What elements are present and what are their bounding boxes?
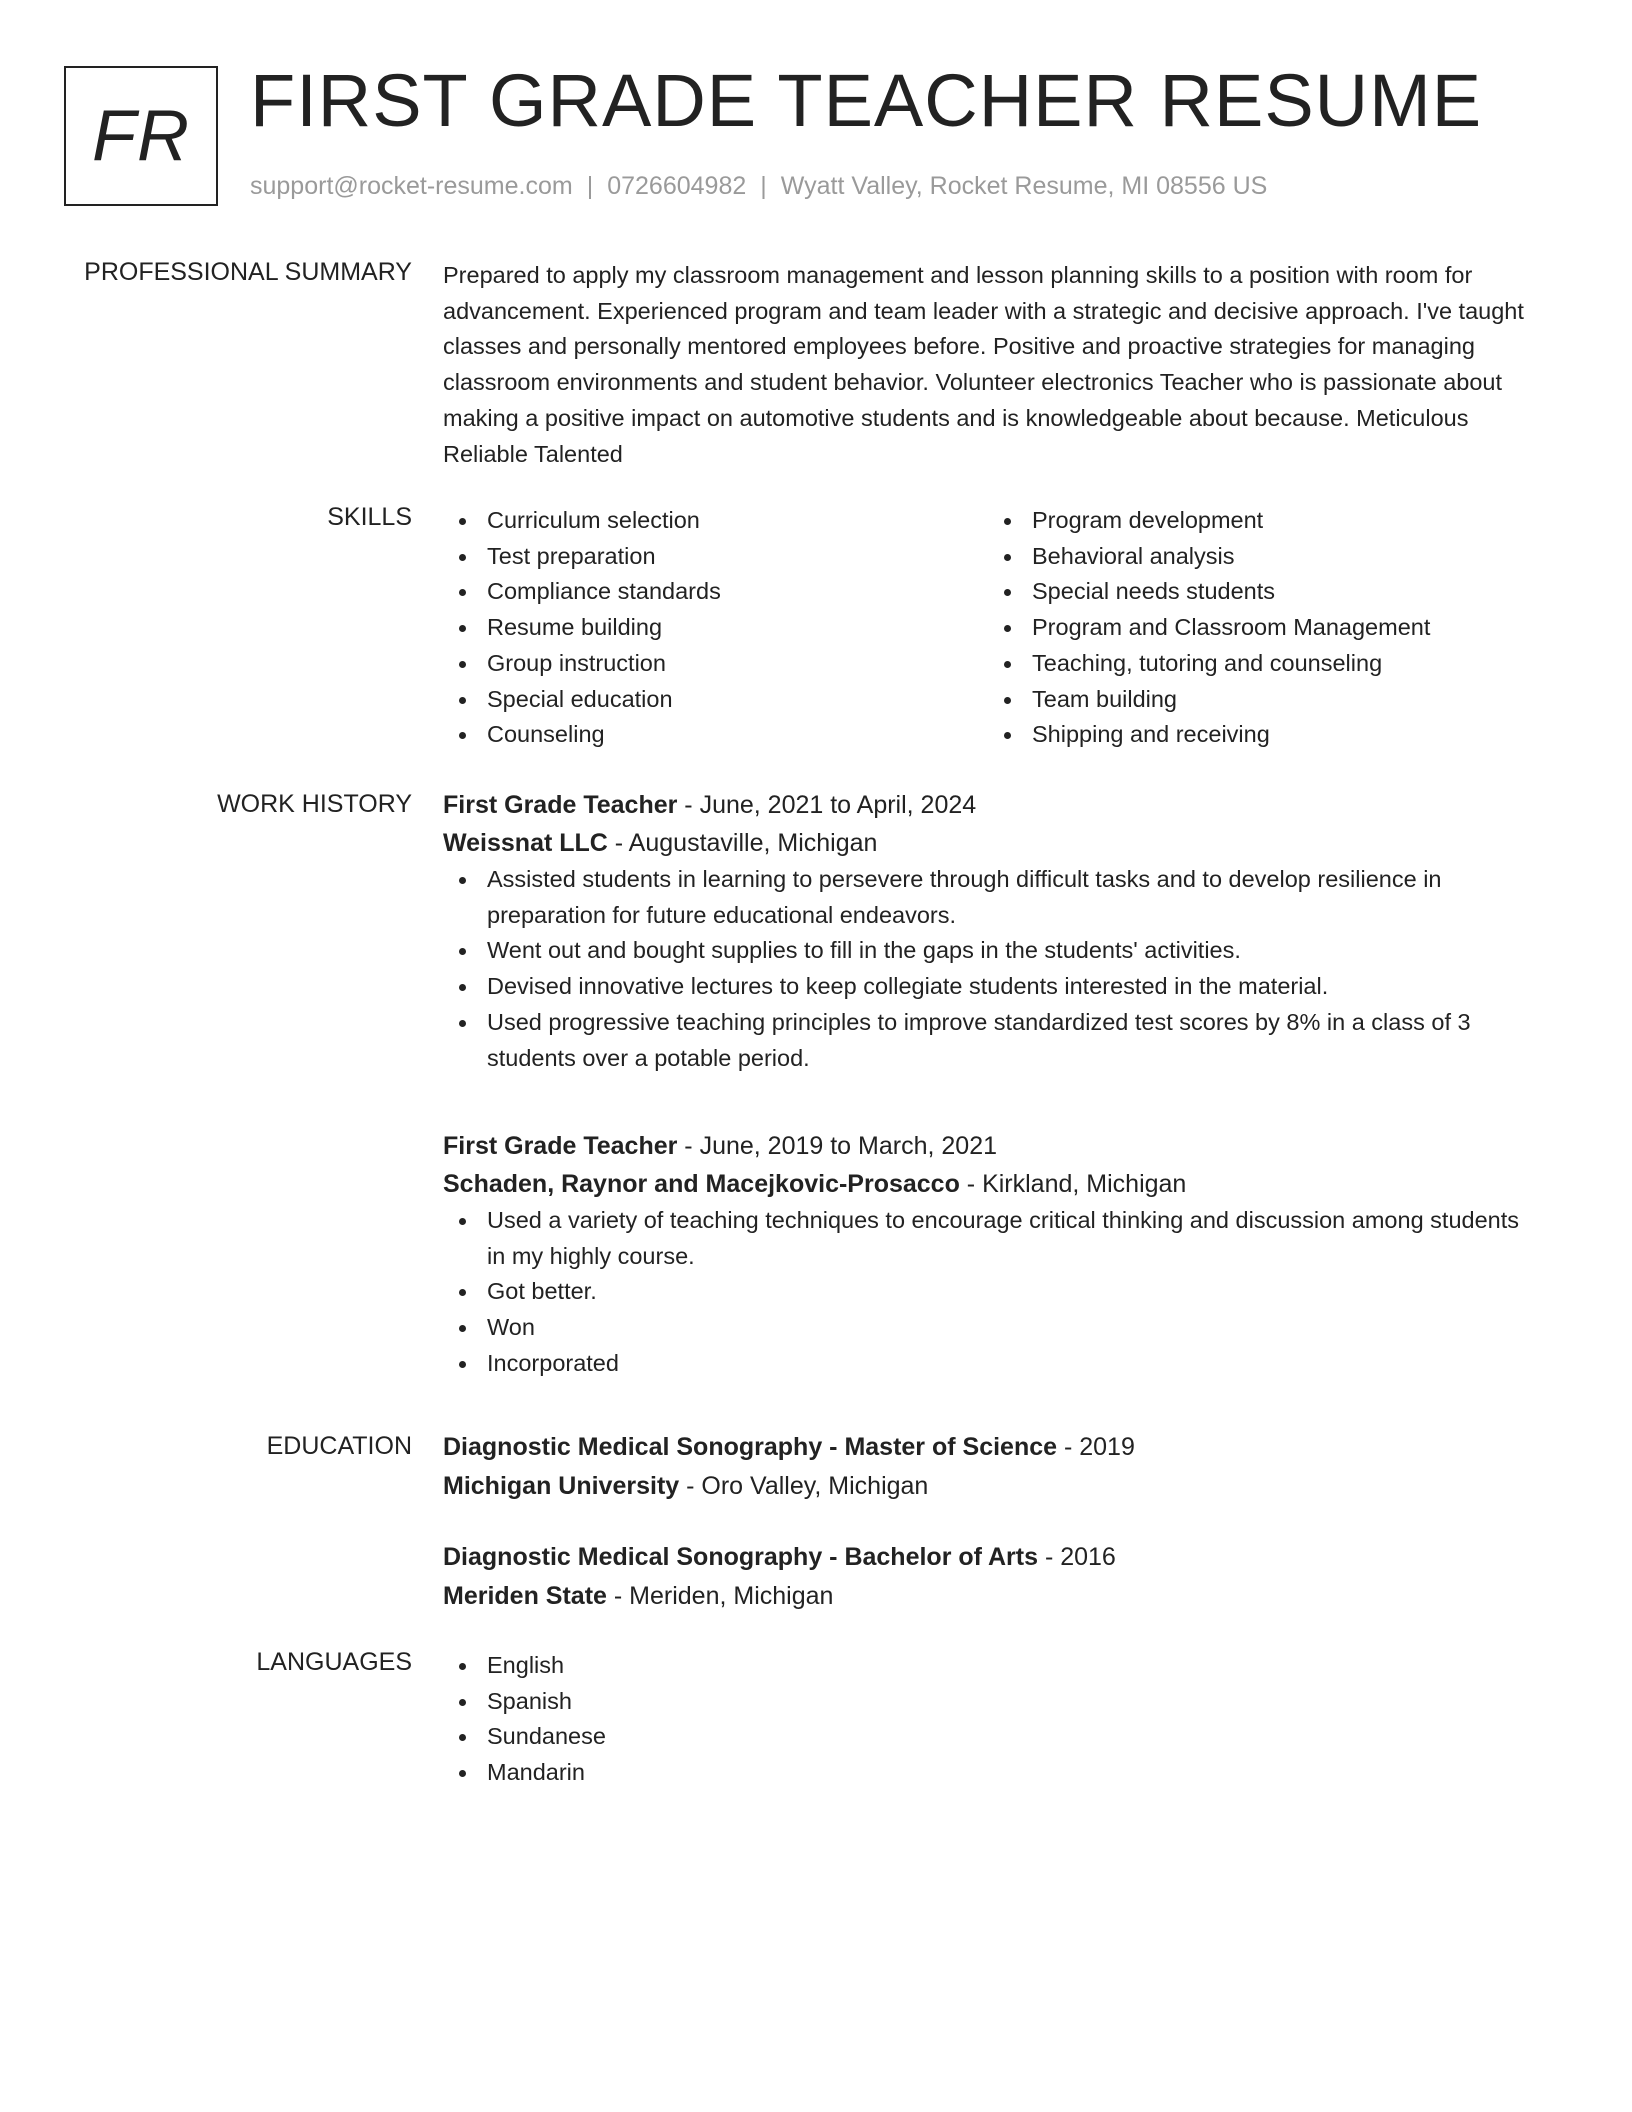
contact-phone[interactable]: 0726604982 (607, 172, 747, 200)
education-entry (443, 1538, 1533, 1616)
skill-item: Teaching, tutoring and counseling (988, 646, 1533, 682)
skill-item: Shipping and receiving (988, 717, 1533, 753)
job-bullet: Used progressive teaching principles to improve standardized test scores by 8% in a class of 3 students over a potable period. (443, 1005, 1533, 1076)
contact-address: Wyatt Valley, Rocket Resume, MI 08556 US (780, 172, 1268, 200)
skill-item: Test preparation (443, 539, 988, 575)
summary-body (443, 258, 1533, 472)
skill-item: Program and Classroom Management (988, 610, 1533, 646)
contact-separator: | (760, 172, 767, 200)
edu-degree-line (443, 1538, 1533, 1577)
job-title-line (443, 786, 1533, 824)
monogram-text: FR (92, 96, 190, 176)
skill-item: Curriculum selection (443, 503, 988, 539)
languages-list (443, 1648, 1533, 1791)
edu-school: Meriden State (443, 1582, 607, 1610)
section-label-work: WORK HISTORY (217, 790, 412, 818)
contact-line (250, 172, 1267, 201)
skills-body (443, 503, 1533, 753)
education-entry (443, 1428, 1533, 1506)
job-bullets (443, 862, 1533, 1076)
job-dates: - June, 2021 to April, 2024 (677, 791, 977, 819)
language-item: English (443, 1648, 1533, 1684)
job-company-line (443, 824, 1533, 862)
edu-location: - Meriden, Michigan (606, 1582, 834, 1610)
language-item: Mandarin (443, 1755, 1533, 1791)
job-bullet: Assisted students in learning to persevere through difficult tasks and to develop resilience in preparation for future educational endeavors. (443, 862, 1533, 933)
job-bullet: Used a variety of teaching techniques to encourage critical thinking and discussion among students in my highly course. (443, 1203, 1533, 1274)
skill-item: Team building (988, 682, 1533, 718)
monogram-badge (64, 66, 218, 206)
edu-year: - 2019 (1057, 1433, 1135, 1461)
contact-separator: | (586, 172, 594, 200)
skills-grid (443, 503, 1533, 753)
edu-location: - Oro Valley, Michigan (679, 1472, 929, 1500)
section-label-languages: LANGUAGES (256, 1648, 412, 1676)
language-item: Spanish (443, 1684, 1533, 1720)
edu-school-line (443, 1467, 1533, 1506)
resume-title: FIRST GRADE TEACHER RESUME (250, 59, 1483, 142)
language-item: Sundanese (443, 1719, 1533, 1755)
section-label-summary: PROFESSIONAL SUMMARY (84, 258, 412, 286)
job-entry (443, 1127, 1533, 1382)
job-bullets (443, 1203, 1533, 1382)
job-title: First Grade Teacher (443, 791, 678, 819)
job-bullet: Got better. (443, 1274, 1533, 1310)
contact-email[interactable]: support@rocket-resume.com (250, 172, 573, 200)
skill-item: Special needs students (988, 574, 1533, 610)
languages-body (443, 1648, 1533, 1791)
skill-item: Counseling (443, 717, 988, 753)
job-bullet: Won (443, 1310, 1533, 1346)
edu-year: - 2016 (1038, 1543, 1116, 1571)
job-location: - Augustaville, Michigan (607, 829, 878, 857)
job-bullet: Incorporated (443, 1346, 1533, 1382)
edu-degree: Diagnostic Medical Sonography - Master of Science (443, 1433, 1058, 1461)
job-location: - Kirkland, Michigan (959, 1170, 1187, 1198)
skills-column-left (443, 503, 988, 753)
edu-degree-line (443, 1428, 1533, 1467)
skill-item: Resume building (443, 610, 988, 646)
skills-column-right (988, 503, 1533, 753)
job-entry (443, 786, 1533, 1076)
skill-item: Group instruction (443, 646, 988, 682)
job-bullet: Went out and bought supplies to fill in the gaps in the students' activities. (443, 933, 1533, 969)
section-label-education: EDUCATION (266, 1432, 412, 1460)
job-title-line (443, 1127, 1533, 1165)
edu-degree: Diagnostic Medical Sonography - Bachelor of Arts (443, 1543, 1038, 1571)
edu-school-line (443, 1577, 1533, 1616)
job-bullet: Devised innovative lectures to keep collegiate students interested in the material. (443, 969, 1533, 1005)
section-label-skills: SKILLS (327, 503, 412, 531)
job-company: Schaden, Raynor and Macejkovic-Prosacco (443, 1170, 960, 1198)
edu-school: Michigan University (443, 1472, 680, 1500)
skill-item: Behavioral analysis (988, 539, 1533, 575)
skill-item: Program development (988, 503, 1533, 539)
job-company: Weissnat LLC (443, 829, 608, 857)
job-dates: - June, 2019 to March, 2021 (677, 1132, 998, 1160)
job-title: First Grade Teacher (443, 1132, 678, 1160)
summary-text: Prepared to apply my classroom management and lesson planning skills to a position with room for advancement. Experienced program and team leader with a strategic and decisive approach. I've taught classes and personally mentored employees before. Positive and proactive strategies for managing classroom environments and student behavior. Volunteer electronics Teacher who is passionate about making a positive impact on automotive students and is knowledgeable about because. Meticulous Reliable Talented (443, 262, 1524, 467)
skill-item: Special education (443, 682, 988, 718)
job-company-line (443, 1165, 1533, 1203)
skill-item: Compliance standards (443, 574, 988, 610)
